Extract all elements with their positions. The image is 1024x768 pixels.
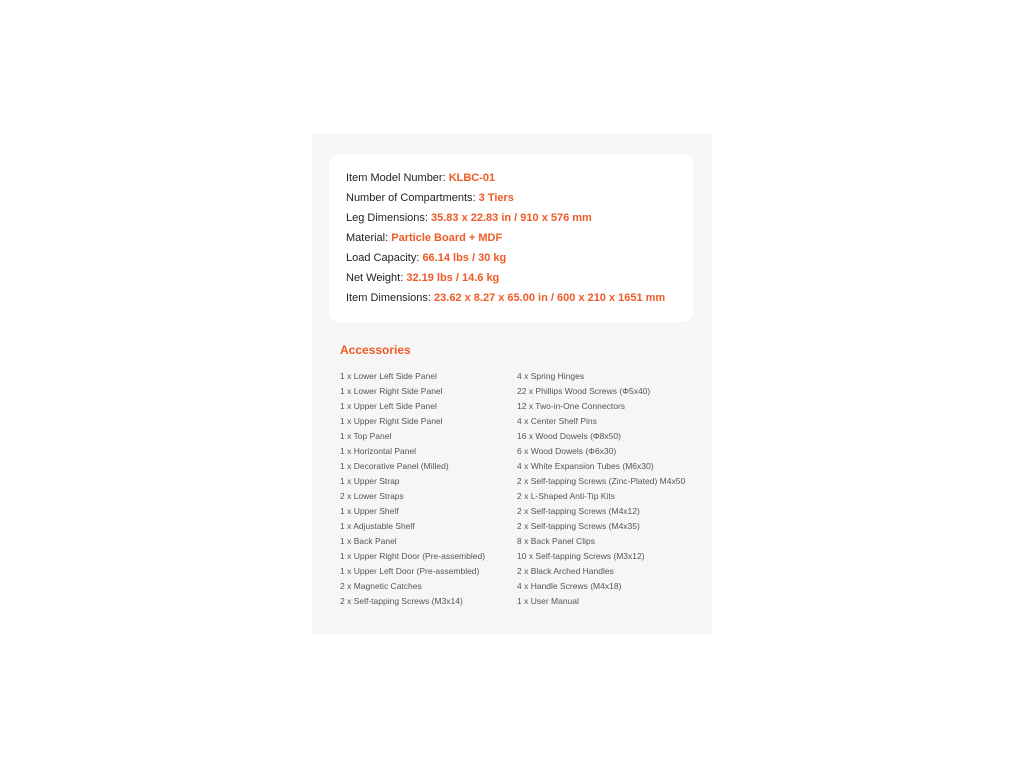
accessories-list-left [340,369,485,609]
spec-net-weight [346,268,665,288]
accessory-item: 1 x Lower Right Side Panel [340,386,443,396]
spec-compartments [346,188,665,208]
product-spec-panel [312,134,712,634]
accessory-item: 6 x Wood Dowels (Φ6x30) [517,446,617,456]
spec-item-dimensions [346,288,665,308]
accessory-item: 16 x Wood Dowels (Φ8x50) [517,431,621,441]
spec-material [346,228,665,248]
spec-label: Item Dimensions: [346,292,435,304]
accessory-item: 1 x Upper Left Door (Pre-assembled) [340,566,480,576]
accessory-item: 1 x User Manual [517,596,579,606]
accessory-item: 22 x Phillips Wood Screws (Φ5x40) [517,386,651,396]
spec-label: Number of Compartments: [346,192,479,204]
accessory-item: 1 x Top Panel [340,431,392,441]
spec-value: 3 Tiers [478,192,514,204]
accessory-item: 2 x Self-tapping Screws (Zinc-Plated) M4x50 [517,476,686,486]
accessory-item: 2 x Black Arched Handles [517,566,614,576]
accessory-item: 1 x Upper Shelf [340,506,399,516]
spec-leg-dimensions [346,208,665,228]
accessory-item: 1 x Upper Right Side Panel [340,416,443,426]
accessory-item: 8 x Back Panel Clips [517,536,595,546]
spec-value: 23.62 x 8.27 x 65.00 in / 600 x 210 x 1651 mm [434,292,666,304]
spec-label: Net Weight: [346,272,407,284]
accessory-item: 4 x Spring Hinges [517,371,585,381]
specifications-card [329,154,693,322]
accessories-list-right [517,369,685,609]
accessory-item: 2 x Magnetic Catches [340,581,422,591]
accessory-item: 1 x Upper Left Side Panel [340,401,437,411]
accessory-item: 4 x White Expansion Tubes (M6x30) [517,461,654,471]
accessory-item: 2 x Self-tapping Screws (M4x35) [517,521,640,531]
spec-value: 66.14 lbs / 30 kg [422,252,507,264]
accessory-item: 2 x Lower Straps [340,491,404,501]
spec-value: Particle Board + MDF [391,232,503,244]
accessory-item: 2 x L-Shaped Anti-Tip Kits [517,491,615,501]
spec-value: 35.83 x 22.83 in / 910 x 576 mm [431,212,592,224]
accessory-item: 1 x Upper Right Door (Pre-assembled) [340,551,486,561]
spec-value: KLBC-01 [448,172,496,184]
spec-label: Load Capacity: [346,252,423,264]
spec-value: 32.19 lbs / 14.6 kg [406,272,500,284]
accessories-heading: Accessories [340,343,411,357]
accessory-item: 4 x Center Shelf Pins [517,416,597,426]
specifications-list [346,168,665,308]
accessory-item: 2 x Self-tapping Screws (M3x14) [340,596,463,606]
accessory-item: 10 x Self-tapping Screws (M3x12) [517,551,645,561]
spec-label: Material: [346,232,392,244]
spec-label: Item Model Number: [346,172,449,184]
spec-load-capacity [346,248,665,268]
accessory-item: 1 x Adjustable Shelf [340,521,415,531]
accessory-item: 1 x Horizontal Panel [340,446,417,456]
accessory-item: 1 x Back Panel [340,536,397,546]
spec-label: Leg Dimensions: [346,212,431,224]
accessory-item: 12 x Two-in-One Connectors [517,401,626,411]
spec-model-number [346,168,665,188]
accessory-item: 1 x Decorative Panel (Milled) [340,461,449,471]
accessory-item: 1 x Lower Left Side Panel [340,371,437,381]
accessory-item: 2 x Self-tapping Screws (M4x12) [517,506,640,516]
accessory-item: 4 x Handle Screws (M4x18) [517,581,622,591]
accessory-item: 1 x Upper Strap [340,476,400,486]
